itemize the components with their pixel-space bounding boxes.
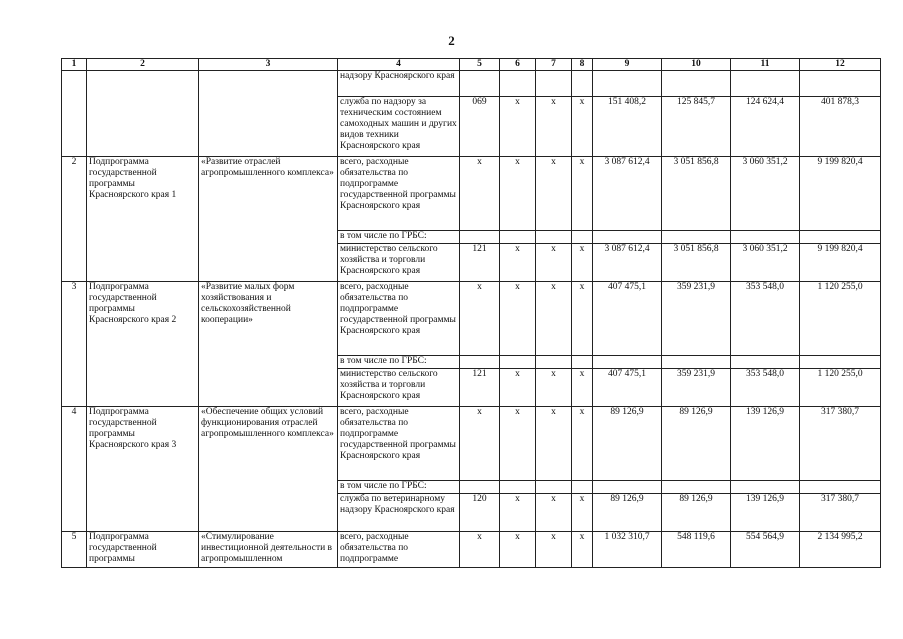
col-header: 8 (572, 59, 593, 71)
cell-desc: служба по ветеринарному надзору Красноярского края (338, 494, 460, 532)
cell-name: Подпрограмма государственной программы Красноярского края 1 (87, 157, 199, 282)
cell-num: 3 (62, 282, 87, 407)
col-header: 4 (338, 59, 460, 71)
table-row: 3 Подпрограмма государственной программы Красноярского края 2 «Развитие малых форм хозяйствования и сельскохозяйственной кооперации» всего, расходные обязательства по подпрограмме государственной программы Красноярского края х х х х 407 475,1 359 231,9 353 548,0 1 120 255,0 (62, 282, 881, 356)
cell-num: 4 (62, 407, 87, 532)
col-header: 12 (800, 59, 881, 71)
cell-desc: всего, расходные обязательства по подпрограмме (338, 532, 460, 568)
cell-grbs: в том числе по ГРБС: (338, 231, 460, 244)
budget-table (61, 58, 881, 568)
col-header: 6 (500, 59, 536, 71)
page-number: 2 (448, 33, 455, 48)
table-row: 4 Подпрограмма государственной программы Красноярского края 3 «Обеспечение общих условий функционирования отраслей агропромышленного комплекса» всего, расходные обязательства по подпрограмме государственной программы Красноярского края х х х х 89 126,9 89 126,9 139 126,9 317 380,7 (62, 407, 881, 481)
cell-name: Подпрограмма государственной программы Красноярского края 2 (87, 282, 199, 407)
cell-num: 5 (62, 532, 87, 568)
col-header: 7 (536, 59, 572, 71)
cell-code: 069 (460, 97, 500, 157)
cell-value: 124 624,4 (731, 97, 800, 157)
cell-name: Подпрограмма государственной программы (87, 532, 199, 568)
cell-grbs: в том числе по ГРБС: (338, 356, 460, 369)
table-row (62, 71, 881, 97)
cell-name: Подпрограмма государственной программы Красноярского края 3 (87, 407, 199, 532)
col-header: 5 (460, 59, 500, 71)
cell-desc: служба по надзору за техническим состоянием самоходных машин и других видов техники Красноярского края (338, 97, 460, 157)
cell-value: 125 845,7 (662, 97, 731, 157)
col-header: 11 (731, 59, 800, 71)
cell-desc: надзору Красноярского края (338, 71, 460, 97)
cell-value: 401 878,3 (800, 97, 881, 157)
col-header: 1 (62, 59, 87, 71)
table-row: министерство сельского хозяйства и торговли Красноярского края 121 х х х 407 475,1 359 231,9 353 548,0 1 120 255,0 (62, 369, 881, 407)
cell-desc: всего, расходные обязательства по подпрограмме государственной программы Красноярского края (338, 407, 460, 481)
cell-title: «Обеспечение общих условий функционирования отраслей агропромышленного комплекса» (199, 407, 338, 532)
col-header: 2 (87, 59, 199, 71)
cell-x: х (572, 97, 593, 157)
table-row: служба по ветеринарному надзору Красноярского края 120 х х х 89 126,9 89 126,9 139 126,9 317 380,7 (62, 494, 881, 532)
table-row: 2 Подпрограмма государственной программы Красноярского края 1 «Развитие отраслей агропромышленного комплекса» всего, расходные обязательства по подпрограмме государственной программы Красноярского края х х х х 3 087 612,4 3 051 856,8 3 060 351,2 9 199 820,4 (62, 157, 881, 231)
col-header: 10 (662, 59, 731, 71)
cell-value: 151 408,2 (593, 97, 662, 157)
table-row: министерство сельского хозяйства и торговли Красноярского края 121 х х х 3 087 612,4 3 051 856,8 3 060 351,2 9 199 820,4 (62, 244, 881, 282)
cell-title: «Развитие малых форм хозяйствования и сельскохозяйственной кооперации» (199, 282, 338, 407)
cell-desc: всего, расходные обязательства по подпрограмме государственной программы Красноярского края (338, 282, 460, 356)
table-row: 5 Подпрограмма государственной программы «Стимулирование инвестиционной деятельности в агропромышленном всего, расходные обязательства по подпрограмме х х х х 1 032 310,7 548 119,6 554 564,9 2 134 995,2 (62, 532, 881, 568)
col-header: 9 (593, 59, 662, 71)
cell-title: «Развитие отраслей агропромышленного комплекса» (199, 157, 338, 282)
cell-title: «Стимулирование инвестиционной деятельности в агропромышленном (199, 532, 338, 568)
cell-desc: министерство сельского хозяйства и торговли Красноярского края (338, 369, 460, 407)
cell-x: х (500, 97, 536, 157)
cell-desc: всего, расходные обязательства по подпрограмме государственной программы Красноярского края (338, 157, 460, 231)
header-row (62, 59, 881, 71)
cell-desc: министерство сельского хозяйства и торговли Красноярского края (338, 244, 460, 282)
col-header: 3 (199, 59, 338, 71)
cell-x: х (536, 97, 572, 157)
cell-grbs: в том числе по ГРБС: (338, 481, 460, 494)
cell-num: 2 (62, 157, 87, 282)
